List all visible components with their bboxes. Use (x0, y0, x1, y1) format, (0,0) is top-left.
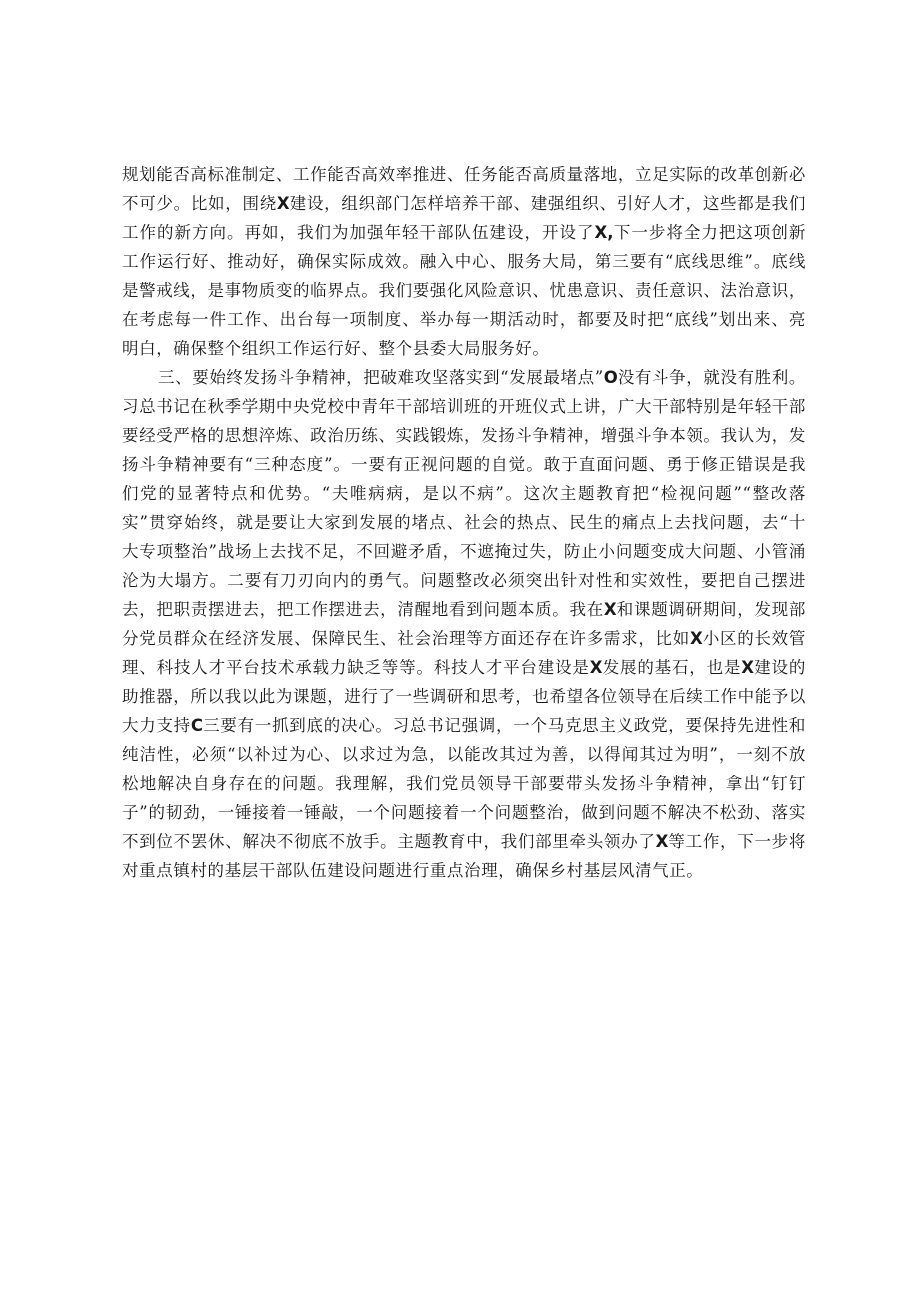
placeholder-mark: X, (594, 223, 614, 242)
text-run: 三要有一抓到底的决心。习总书记强调，一个马克思主义政党，要保持先进性和纯洁性，必须“以补过为心、以求过为急，以能改其过为善，以得闻其过为明”，一刻不放松地解决自身存在的问题。我理解，我们党员领导干部要带头发扬斗争精神，拿出“钉钉子”的韧劲，一锤接着一锤敲，一个问题接着一个问题整治，做到问题不解决不松劲、落实不到位不罢休、解决不彻底不放手。主题教育中，我们部里牵头领办了 (122, 716, 807, 851)
placeholder-mark: O (603, 368, 618, 387)
placeholder-mark: X (741, 658, 755, 677)
text-run: 三、要始终发扬斗争精神，把破难攻坚落实到“发展最堵点” (158, 368, 604, 387)
text-run: 小区的长效管理、科技人才平台技术承载力缺乏等等。科技人才平台建设是 (122, 629, 806, 677)
text-run: 没有斗争，就没有胜利。习总书记在秋季学期中央党校中青年干部培训班的开班仪式上讲，广大干部特别是年轻干部要经受严格的思想淬炼、政治历练、实践锻炼，发扬斗争精神，增强斗争本领。我认为，发扬斗争精神要有“三种态度”。一要有正视问题的自觉。敢于直面问题、勇于修正错误是我们党的显著特点和优势。“夫唯病病，是以不病”。这次主题教育把“检视问题”“整改落实”贯穿始终，就是要让大家到发展的堵点、社会的热点、民生的痛点上去找问题，去“十大专项整治”战场上去找不足，不回避矛盾，不遮掩过失，防止小问题变成大问题、小管涌沦为大塌方。二要有刀刃向内的勇气。问题整改必须突出针对性和实效性，要把自己摆进去，把职责摆进去，把工作摆进去，清醒地看到问题本质。我在 (122, 368, 806, 619)
placeholder-mark: C (190, 716, 204, 735)
placeholder-mark: X (603, 600, 617, 619)
placeholder-mark: X (689, 629, 703, 648)
paragraph-continuation (122, 160, 806, 363)
placeholder-mark: X (276, 194, 290, 213)
text-run: 等工作，下一步将对重点镇村的基层干部队伍建设问题进行重点治理，确保乡村基层风清气正。 (122, 832, 806, 880)
text-run: 建设，组织部门怎样培养干部、建强组织、引好人才，这些都是我们工作的新方向。再如，我们为加强年轻干部队伍建设，开设了 (122, 194, 806, 242)
text-run: 建设的助推器，所以我以此为课题，进行了一些调研和思考，也希望各位领导在后续工作中能予以大力支持 (122, 658, 806, 735)
placeholder-mark: X (655, 832, 669, 851)
text-run: 和课题调研期间，发现部分党员群众在经济发展、保障民生、社会治理等方面还存在许多需求，比如 (122, 600, 806, 648)
document-body (122, 160, 806, 885)
placeholder-mark: X (589, 658, 603, 677)
text-run: 发展的基石，也是 (602, 658, 742, 677)
text-run: 下一步将全力把这项创新工作运行好、推动好，确保实际成效。融入中心、服务大局，第三要有“底线思维”。底线是警戒线，是事物质变的临界点。我们要强化风险意识、忧患意识、责任意识、法治意识，在考虑每一件工作、出台每一项制度、举办每一期活动时，都要及时把“底线”划出来、亮明白，确保整个组织工作运行好、整个县委大局服务好。 (122, 223, 806, 358)
paragraph-section-three (122, 363, 806, 885)
text-run: 规划能否高标准制定、工作能否高效率推进、任务能否高质量落地，立足实际的改革创新必不可少。比如，围绕 (122, 165, 806, 213)
